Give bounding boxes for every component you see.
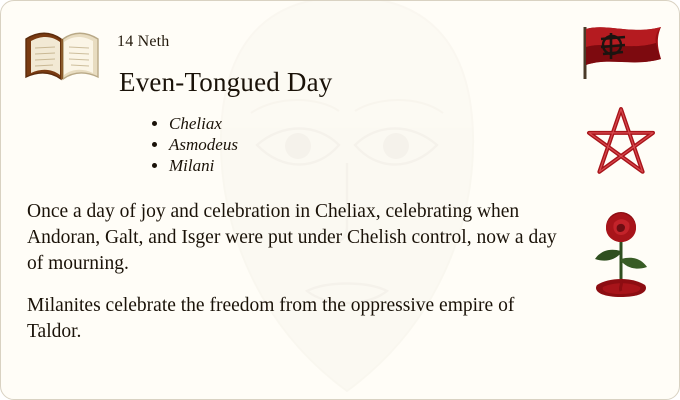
chelish-flag-icon — [581, 21, 665, 83]
list-item: • Cheliax — [169, 113, 238, 134]
paragraph-1: Once a day of joy and celebration in Cheliax, celebrating when Andoran, Galt, and Isger were put under Chelish control, now a day of mourning. — [27, 201, 557, 274]
list-item: • Asmodeus — [169, 134, 238, 155]
open-book-icon — [23, 27, 101, 85]
paragraph-2: Milanites celebrate the freedom from the oppressive empire of Taldor. — [27, 295, 515, 342]
pentagram-icon — [585, 105, 657, 177]
bleeding-rose-icon — [583, 207, 659, 303]
tag-list — [151, 113, 238, 176]
page-title: Even-Tongued Day — [119, 67, 333, 97]
list-item: • Milani — [169, 155, 238, 176]
holiday-date: 14 Neth — [117, 33, 170, 50]
body-text — [27, 199, 567, 361]
